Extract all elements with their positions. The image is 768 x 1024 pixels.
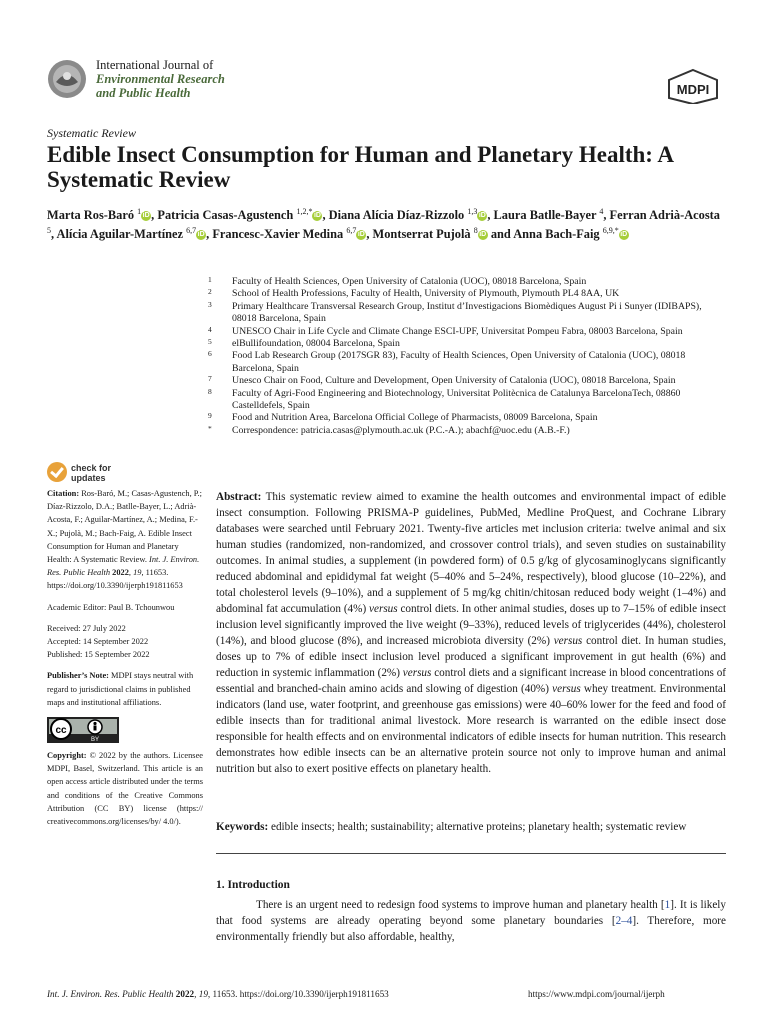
citation-year: 2022 <box>112 568 129 578</box>
citation-block: Citation: Ros-Baró, M.; Casas-Agustench, P.; Díaz-Rizzolo, D.A.; Batlle-Bayer, L.; Adrià-Acosta, F.; Aguilar-Martínez, A.; Medina, F.-X.; Pujolà, M.; Bach-Faig, A. Edible Insect Consumption for Human and Planetary Health: A Systematic Review. Int. J. Environ. Res. Public Health 2022, 19, 11653. https://doi.org/10.3390/ijerph191811653 <box>47 489 202 591</box>
affiliation-text: Food and Nutrition Area, Barcelona Official College of Pharmacists, 08009 Barcelona, Spain <box>232 412 598 424</box>
intro-text: There is an urgent need to redesign food systems to improve human and planetary health [ <box>256 899 665 911</box>
abstract-emphasis: versus <box>552 683 581 695</box>
affiliation-number: 5 <box>208 337 212 347</box>
affiliation-text: Faculty of Health Sciences, Open University of Catalonia (UOC), 08018 Barcelona, Spain <box>232 276 587 287</box>
intro-text: ]. Therefore, more environmentally friendly but also affordable, healthy, <box>216 915 726 943</box>
affiliation <box>208 276 728 288</box>
affiliation-number: * <box>208 423 212 433</box>
received-date: Received: 27 July 2022 <box>47 623 126 633</box>
citation-text: Ros-Baró, M.; Casas-Agustench, P.; Díaz-Rizzolo, D.A.; Batlle-Bayer, L.; Adrià-Acosta, F.; Aguilar-Martínez, A.; Medina, F.-X.; Pujolà, M.; Bach-Faig, A. Edible Insect Consumption for Human and Planetary Health: A Systematic Review. <box>47 489 202 565</box>
copyright-label: Copyright: <box>47 751 87 761</box>
footer-volume: 19 <box>198 989 208 999</box>
footer-citation: Int. J. Environ. Res. Public Health 2022, 19, 11653. https://doi.org/10.3390/ijerph191811653 <box>47 989 389 999</box>
affiliation-number: 8 <box>208 386 212 396</box>
orcid-icon[interactable]: iD <box>357 231 365 239</box>
orcid-icon[interactable]: iD <box>620 231 628 239</box>
intro-text: ]. It is likely that food systems are already operating beyond some planetary boundaries [ <box>216 899 726 927</box>
affiliation-number: 1 <box>208 275 212 284</box>
reference-link[interactable]: 2–4 <box>615 915 633 927</box>
section-heading: 1. Introduction <box>216 879 290 891</box>
affiliation-text: Faculty of Agri-Food Engineering and Biotechnology, Universitat Politècnica de Catalunya BarcelonaTech, 08860 Castelldefels, Spain <box>232 387 681 412</box>
affiliation-number: 7 <box>208 374 212 384</box>
abstract-emphasis: versus <box>369 603 398 615</box>
abstract-text: control diets and a significant increase in blood concentrations of essential and branched-chain amino acids and slowing of digestion (40%) <box>216 667 727 695</box>
affiliation-number: 2 <box>208 287 212 297</box>
author-affiliation-sup: 6,9,* <box>602 226 619 236</box>
publisher-note-label: Publisher’s Note: <box>47 671 109 681</box>
footer-doi[interactable]: , 11653. https://doi.org/10.3390/ijerph191811653 <box>207 989 389 999</box>
author[interactable]: Laura Batlle-Bayer <box>493 208 597 223</box>
affiliation <box>208 375 728 387</box>
affiliation <box>208 412 728 424</box>
check-updates-label: check for updates <box>71 463 112 483</box>
check-for-updates-button[interactable] <box>47 462 127 484</box>
author-affiliation-sup: 8 <box>473 226 478 236</box>
article-type: Systematic Review <box>47 126 136 140</box>
copyright-text: © 2022 by the authors. Licensee MDPI, Basel, Switzerland. This article is an open access article distributed under the terms and conditions of the Creative Commons Attribution (CC BY) license (https:// creativecommons.org/licenses/by/ 4.0/). <box>47 751 204 827</box>
affiliation <box>208 326 728 338</box>
affiliation <box>208 350 728 375</box>
author-affiliation-sup: 1,2,* <box>296 207 313 216</box>
citation-journal: Int. J. Environ. Res. Public Health <box>47 555 200 578</box>
keywords-label: Keywords: <box>216 821 269 833</box>
affiliation-text: School of Health Professions, Faculty of Health, University of Plymouth, Plymouth PL4 8AA, UK <box>232 288 620 300</box>
sidebar <box>47 487 203 834</box>
publisher-note <box>47 669 203 709</box>
affiliation-text: UNESCO Chair in Life Cycle and Climate Change ESCI-UPF, Universitat Pompeu Fabra, 08003 Barcelona, Spain <box>232 325 683 337</box>
affiliation-text: elBullifoundation, 08004 Barcelona, Spain <box>232 338 400 350</box>
article-title: Edible Insect Consumption for Human and Planetary Health: A Systematic Review <box>47 142 673 192</box>
section-divider <box>216 853 726 854</box>
mdpi-logo <box>665 68 721 104</box>
journal-name-line1: International Journal of <box>96 58 214 72</box>
journal-name-line3: and Public Health <box>96 86 191 100</box>
affiliation <box>208 288 728 300</box>
svg-text:MDPI: MDPI <box>676 82 710 97</box>
author-affiliation-sup: 1 <box>137 207 142 216</box>
abstract-text: whey treatment. Environmental indicators (land use, water footprint, and greenhouse gas emissions) were 40–60% lower for the feed and food of edible insects than for traditional animal livestock. More research is warranted on the edible insect dose responsible for health effects and on environmental indicators of edible insects for human nutrition. This research demonstrates how edible insects can be an alternative protein source not only to improve human and animal nutrition but also to exert positive effects on planetary health. <box>216 683 726 775</box>
academic-editor: Academic Editor: Paul B. Tchounwou <box>47 602 175 612</box>
orcid-icon[interactable]: iD <box>197 231 205 239</box>
published-date: Published: 15 September 2022 <box>47 650 150 660</box>
accepted-date: Accepted: 14 September 2022 <box>47 637 149 647</box>
copyright-block <box>47 749 203 828</box>
affiliation <box>208 301 728 326</box>
author[interactable]: Patricia Casas-Agustench <box>157 208 294 223</box>
publisher-note-text: MDPI stays neutral with regard to jurisdictional claims in published maps and institutional affiliations. <box>47 671 194 707</box>
affiliation-text: Unesco Chair on Food, Culture and Development, Open University of Catalonia (UOC), 08018 Barcelona, Spain <box>232 375 676 387</box>
affiliation-text: Food Lab Research Group (2017SGR 83), Faculty of Health Sciences, Open University of Catalonia (UOC), 08018 Barcelona, Spain <box>232 350 686 374</box>
author-list: Marta Ros-Baró $^1$ iD , Patricia Casas-Agustench $^{1,2,*}$ iD , Diana Alícia Díaz-Rizzolo $^{1,3}$ iD , Laura Batlle-Bayer $^4$, Ferran Adrià-Acosta $^5$, Alícia Aguilar-Martínez $^{6,7}$ iD , Francesc-Xavier Medina $^{6,7}$ iD , Montserrat Pujolà $^8$ iD and Anna Bach-Faig $^{6,9,*}$ iD <box>47 207 720 242</box>
abstract-text: control diets. In other animal studies, doses up to 7–15% of edible insect inclusion level significantly improved the live weight (9–33%), reduced levels of triglycerides (44%), cholesterol (14%), and blood glucose (8%), and increased microbiota diversity (2%) <box>216 603 727 647</box>
abstract-text: control diet. In human studies, doses up to 7% of edible insect inclusion level produced a significant improvement in gut health (6%) and reduction in systemic inflammation (2%) <box>216 635 727 679</box>
orcid-icon[interactable]: iD <box>478 212 486 220</box>
affiliation <box>208 388 728 413</box>
affiliation-text: Primary Healthcare Transversal Research Group, Institut d’Investigacions Biomèdiques August Pi i Sunyer (IDIBAPS), 08018 Barcelona, Spain <box>232 300 702 325</box>
author-affiliation-sup: 6,7 <box>346 226 357 236</box>
orcid-icon[interactable]: iD <box>142 212 150 220</box>
footer-year: 2022 <box>175 989 195 999</box>
affiliation <box>208 338 728 350</box>
affiliation-number: 6 <box>208 349 212 359</box>
abstract-emphasis: versus <box>553 635 583 647</box>
abstract <box>216 489 726 777</box>
citation-doi[interactable]: , 11653. https://doi.org/10.3390/ijerph191811653 <box>47 568 183 591</box>
orcid-icon[interactable]: iD <box>479 231 487 239</box>
journal-name-line2: Environmental Research <box>96 72 225 86</box>
author[interactable]: Diana Alícia Díaz-Rizzolo <box>328 208 465 223</box>
footer-journal: Int. J. Environ. Res. Public Health <box>47 989 174 999</box>
affiliation-number: 4 <box>208 324 212 334</box>
abstract-emphasis: versus <box>402 667 432 679</box>
correspondence-text[interactable]: Correspondence: patricia.casas@plymouth.ac.uk (P.C.-A.); abachf@uoc.edu (A.B.-F.) <box>232 424 570 436</box>
author[interactable]: Francesc-Xavier Medina <box>212 227 344 242</box>
author[interactable]: Anna Bach-Faig <box>513 227 600 242</box>
journal-name <box>96 58 225 100</box>
author[interactable]: Ferran Adrià-Acosta <box>609 208 720 223</box>
affiliation-number: 3 <box>208 299 212 309</box>
reference-link[interactable]: 1 <box>664 899 671 911</box>
author-affiliation-sup: 6,7 <box>186 226 197 236</box>
journal-logo <box>46 58 88 100</box>
author[interactable]: Alícia Aguilar-Martínez <box>56 227 184 242</box>
correspondence <box>208 425 728 437</box>
author-affiliation-sup: 5 <box>47 226 51 236</box>
author[interactable]: Marta Ros-Baró <box>47 208 135 223</box>
affiliation-list <box>208 276 728 437</box>
svg-text:BY: BY <box>90 737 100 744</box>
author[interactable]: Montserrat Pujolà <box>372 227 471 242</box>
abstract-text: This systematic review aimed to examine the health outcomes and environmental impact of edible insect consumption. Following PRISMA-P guidelines, PubMed, Medline ProQuest, and Cochrane Library databases were searched until February 2021. Twenty-five articles met inclusion criteria: twelve animal and six human studies (randomized, non-randomized, and crossover control trials), and seven studies on sustainability outcomes. In animal studies, a supplement (in powdered form) of 0.5 g/kg of glycosaminoglycans significantly reduced abdominal and epididymal fat weight (5–40% and 5–24%, respectively), blood glucose (10–22%), and total cholesterol levels (9–10%), and a supplement of 5 mg/kg chitin/chitosan reduced body weight (1–4%) and abdominal fat accumulation (4%) <box>216 491 726 615</box>
affiliation-number: 9 <box>208 411 212 421</box>
abstract-label: Abstract: <box>216 491 262 503</box>
cc-by-license-badge[interactable] <box>47 717 119 743</box>
footer-journal-url[interactable]: https://www.mdpi.com/journal/ijerph <box>528 989 665 999</box>
citation-label: Citation: <box>47 489 80 498</box>
keywords-text: edible insects; health; sustainability; alternative proteins; planetary health; systematic review <box>271 821 687 833</box>
author-affiliation-sup: 4 <box>599 207 604 216</box>
check-updates-icon <box>47 462 67 482</box>
orcid-icon[interactable]: iD <box>313 212 321 220</box>
introduction-paragraph <box>216 897 726 945</box>
citation-volume: 19 <box>133 568 142 578</box>
svg-text:cc: cc <box>55 725 67 737</box>
keywords <box>216 820 728 835</box>
author-affiliation-sup: 1,3 <box>467 207 478 216</box>
